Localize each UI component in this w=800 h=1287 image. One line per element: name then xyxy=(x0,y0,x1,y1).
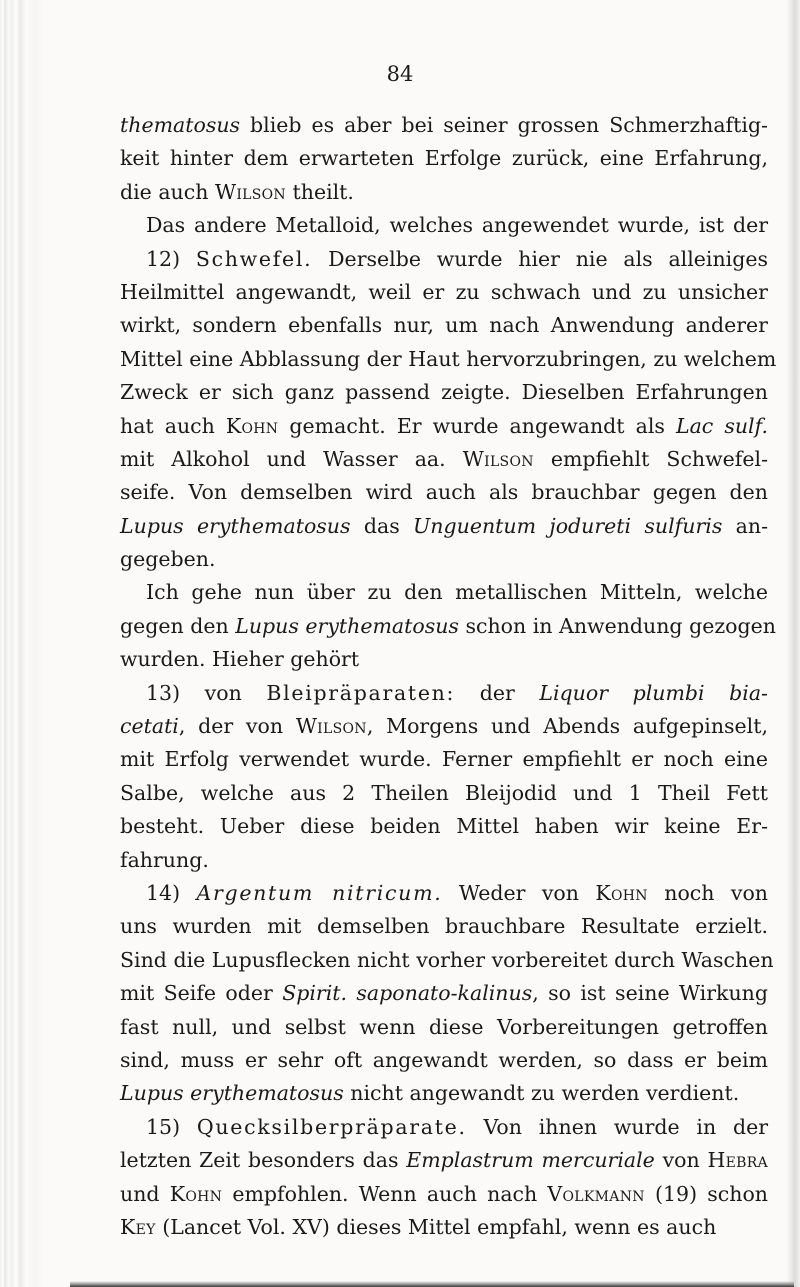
text-segment: Spirit. saponato-kalinus xyxy=(282,981,533,1006)
text-segment: Lupus erythematosus xyxy=(120,1081,344,1106)
text-segment: fahrung. xyxy=(120,847,209,872)
text-segment: (Lancet Vol. XV) dieses Mittel empfahl, wenn es auch xyxy=(155,1214,717,1239)
text-segment: empfohlen. Wenn auch nach xyxy=(222,1181,548,1206)
text-segment: an- xyxy=(722,513,769,538)
text-line xyxy=(120,343,777,376)
text-line xyxy=(120,677,768,710)
text-segment: 12) xyxy=(146,246,196,271)
page-gutter-shadow xyxy=(0,0,44,1287)
text-segment: der xyxy=(455,680,540,705)
text-segment: keit hinter dem erwarteten Erfolge zurück, eine Erfahrung, xyxy=(120,146,768,171)
text-segment: , Morgens und Abends aufgepinselt, xyxy=(366,714,768,739)
text-line xyxy=(120,1111,768,1144)
text-segment: Mittel eine Abblassung der Haut hervorzubringen, zu welchem xyxy=(120,346,777,371)
text-line xyxy=(120,309,768,342)
text-segment: Liquor plumbi bia- xyxy=(539,680,768,705)
text-segment: die auch xyxy=(120,179,215,204)
body-text xyxy=(120,109,777,1244)
page-bottom-edge xyxy=(70,1281,794,1287)
text-line xyxy=(120,610,776,643)
text-line xyxy=(120,944,774,977)
text-segment: Lupus erythematosus xyxy=(235,613,459,638)
text-segment: 15) xyxy=(146,1114,197,1139)
text-line xyxy=(120,510,768,543)
text-segment: theilt. xyxy=(285,179,354,204)
text-line xyxy=(120,877,768,910)
text-segment: Kohn xyxy=(595,880,648,905)
text-line xyxy=(120,243,768,276)
text-segment: Argentum nitricum. xyxy=(196,880,443,905)
text-line xyxy=(120,176,768,209)
text-segment: von xyxy=(654,1148,708,1173)
text-segment: mit Alkohol und Wasser aa. xyxy=(120,446,463,471)
text-segment: schon in Anwendung gezogen xyxy=(458,613,776,638)
text-segment: sind, muss er sehr oft angewandt werden, so dass er beim xyxy=(120,1047,768,1072)
text-segment: , so ist seine Wirkung xyxy=(532,981,768,1006)
page-edge-shadow xyxy=(786,0,800,1287)
text-line xyxy=(120,543,768,576)
text-segment: Ich gehe nun über zu den metallischen Mitteln, welche xyxy=(146,580,768,605)
text-segment: Key xyxy=(120,1214,156,1239)
text-segment: cetati xyxy=(120,714,179,739)
text-line xyxy=(120,1077,768,1110)
text-segment: thematosus xyxy=(120,113,241,137)
text-segment: Von ihnen wurde in der xyxy=(466,1114,768,1139)
text-segment: Wilson xyxy=(462,446,534,471)
text-segment: Wilson xyxy=(214,179,286,204)
text-line xyxy=(120,109,768,142)
text-line xyxy=(120,209,768,242)
text-segment: Salbe, welche aus 2 Theilen Bleijodid und 1 Theil Fett xyxy=(120,780,768,805)
text-segment: Emplastrum mercuriale xyxy=(406,1148,655,1173)
text-segment: wirkt, sondern ebenfalls nur, um nach Anwendung anderer xyxy=(120,313,768,338)
text-line xyxy=(120,710,768,743)
text-segment: hat auch xyxy=(120,413,226,438)
text-segment: gegen den xyxy=(120,613,236,638)
text-line xyxy=(120,977,768,1010)
text-line xyxy=(120,643,768,676)
text-segment: Das andere Metalloid, welches angewendet wurde, ist der xyxy=(146,213,768,238)
text-segment: blieb es aber bei seiner grossen Schmerzhaftig- xyxy=(240,113,768,137)
text-segment: und xyxy=(120,1181,170,1206)
text-line xyxy=(120,910,768,943)
text-line xyxy=(120,410,768,443)
text-segment: fast null, und selbst wenn diese Vorbereitungen getroffen xyxy=(120,1014,768,1039)
text-segment: Lac sulf. xyxy=(675,413,768,438)
text-segment: Derselbe wurde hier nie als alleiniges xyxy=(312,246,769,271)
text-segment: mit Erfolg verwendet wurde. Ferner empfiehlt er noch eine xyxy=(120,747,768,772)
text-line xyxy=(120,376,768,409)
text-segment: Kohn xyxy=(169,1181,223,1206)
text-segment: Schwefel. xyxy=(195,246,313,271)
text-segment: letzten Zeit besonders das xyxy=(120,1148,407,1173)
text-segment: Lupus erythematosus xyxy=(120,513,351,538)
text-line xyxy=(120,844,768,877)
text-line xyxy=(120,743,768,776)
text-line xyxy=(120,777,768,810)
text-line xyxy=(120,476,768,509)
text-segment: Bleipräparaten: xyxy=(266,680,456,705)
text-segment: wurden. Hieher gehört xyxy=(120,647,360,672)
text-segment: noch von xyxy=(647,880,769,905)
text-segment: 13) von xyxy=(146,680,267,705)
text-segment: 14) xyxy=(146,880,197,905)
text-segment: gemacht. Er wurde angewandt als xyxy=(278,413,676,438)
text-line xyxy=(120,1211,768,1244)
text-line xyxy=(120,1044,768,1077)
text-segment: Sind die Lupusflecken nicht vorher vorbereitet durch Waschen xyxy=(120,947,774,972)
text-segment: besteht. Ueber diese beiden Mittel haben wir keine Er- xyxy=(120,814,768,839)
text-segment: (19) schon xyxy=(644,1181,768,1206)
text-segment: mit Seife oder xyxy=(120,981,283,1006)
text-line xyxy=(120,810,768,843)
text-line xyxy=(120,1144,768,1177)
text-segment: Weder von xyxy=(442,880,596,905)
text-segment: Hebra xyxy=(707,1148,768,1173)
text-line xyxy=(120,1011,768,1044)
text-segment: Wilson xyxy=(295,714,367,739)
text-line xyxy=(120,142,768,175)
text-segment: gegeben. xyxy=(120,547,216,572)
text-line xyxy=(120,443,768,476)
text-segment: Unguentum jodureti sulfuris xyxy=(413,513,723,538)
text-segment: das xyxy=(350,513,414,538)
text-segment: Volkmann xyxy=(547,1181,645,1206)
text-segment: nicht angewandt zu werden verdient. xyxy=(343,1081,740,1106)
text-line xyxy=(120,576,768,609)
text-line xyxy=(120,276,768,309)
text-segment: Zweck er sich ganz passend zeigte. Dieselben Erfahrungen xyxy=(120,380,768,405)
text-segment: seife. Von demselben wird auch als brauchbar gegen den xyxy=(120,480,768,505)
text-segment: uns wurden mit demselben brauchbare Resultate erzielt. xyxy=(120,914,768,939)
text-segment: Kohn xyxy=(225,413,279,438)
text-line xyxy=(120,1178,768,1211)
text-segment: empfiehlt Schwefel- xyxy=(533,446,769,471)
text-segment: Quecksilberpräparate. xyxy=(196,1114,467,1139)
text-segment: Heilmittel angewandt, weil er zu schwach und zu unsicher xyxy=(120,279,768,304)
text-segment: , der von xyxy=(178,714,296,739)
page-number: 84 xyxy=(386,62,414,86)
